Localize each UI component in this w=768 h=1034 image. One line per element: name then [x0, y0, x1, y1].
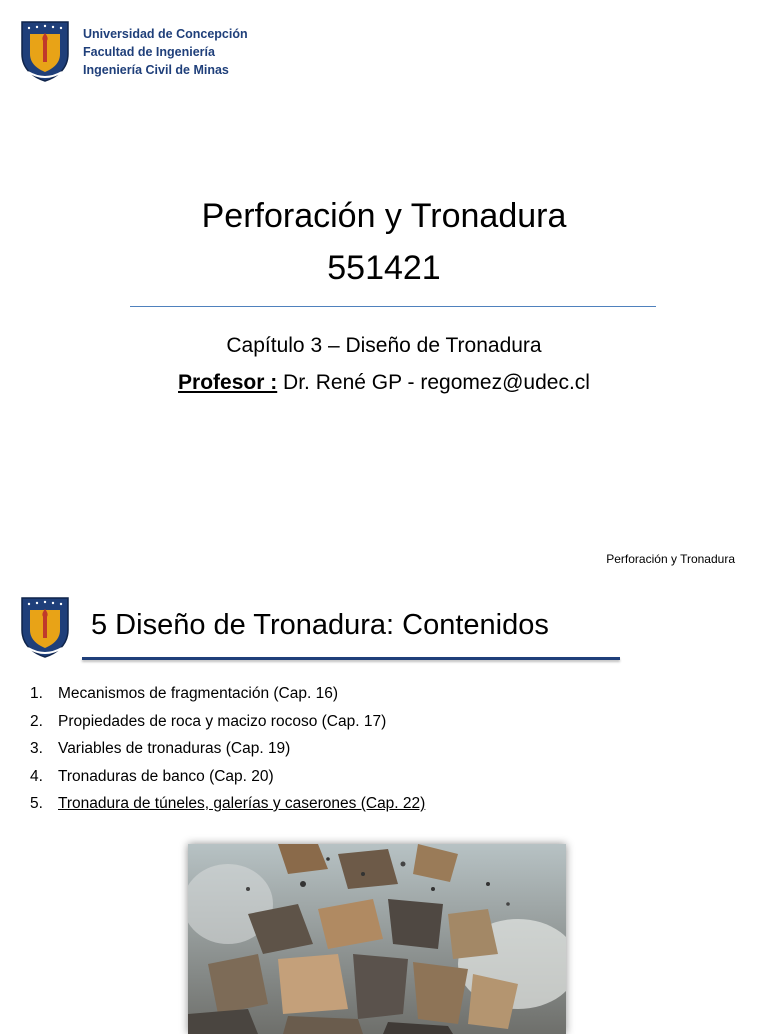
list-item-text: Mecanismos de fragmentación (Cap. 16) [58, 685, 338, 702]
list-item-text: Tronaduras de banco (Cap. 20) [58, 767, 274, 785]
list-item: 1. Mecanismos de fragmentación (Cap. 16) [30, 685, 338, 702]
list-item: 5. Tronadura de túneles, galerías y caserones (Cap. 22) [30, 795, 426, 812]
university-name: Universidad de Concepción [83, 27, 248, 41]
contents-title: 5 Diseño de Tronadura: Contenidos [91, 609, 549, 641]
slide-footer: Perforación y Tronadura [606, 552, 735, 566]
list-item-text[interactable]: Tronadura de túneles, galerías y caserones (Cap. 22) [58, 795, 426, 812]
title-divider [130, 306, 656, 307]
professor-value: Dr. René GP - regomez@udec.cl [277, 371, 590, 394]
contents-list [30, 680, 425, 818]
program-name: Ingeniería Civil de Minas [83, 63, 229, 77]
professor-line [0, 370, 768, 396]
contents-divider [82, 657, 620, 660]
professor-label: Profesor : [178, 371, 278, 394]
chapter-title: Capítulo 3 – Diseño de Tronadura [226, 334, 542, 357]
institution-block [83, 25, 248, 79]
course-title: Perforación y Tronadura [201, 197, 567, 235]
contents-slide [0, 582, 768, 1024]
blast-rock-photo [188, 844, 566, 1034]
list-item-text: Variables de tronaduras (Cap. 19) [58, 740, 291, 757]
university-crest-icon [20, 596, 70, 658]
list-item-text: Propiedades de roca y macizo rocoso (Cap. 17) [58, 712, 387, 730]
list-item: 4. Tronaduras de banco (Cap. 20) [30, 767, 274, 785]
list-item: 3. Variables de tronaduras (Cap. 19) [30, 740, 291, 757]
list-item: 2. Propiedades de roca y macizo rocoso (Cap. 17) [30, 712, 387, 730]
faculty-name: Facultad de Ingeniería [83, 45, 215, 59]
university-crest-icon [20, 20, 70, 82]
course-code: 551421 [327, 249, 441, 287]
